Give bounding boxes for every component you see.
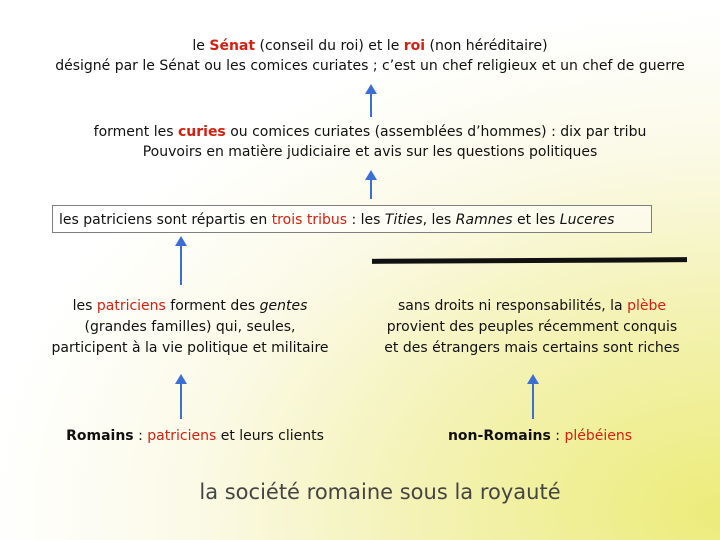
romains-label: Romains : patriciens et leurs clients bbox=[66, 428, 324, 444]
romains-term: Romains bbox=[66, 428, 134, 444]
patriciens-term: patriciens bbox=[147, 428, 217, 444]
senat-roi-block bbox=[20, 36, 720, 76]
trois-tribus-term: trois tribus bbox=[271, 212, 348, 228]
arrow-up-icon bbox=[173, 374, 189, 420]
curies-line: forment les curies ou comices curiates (assemblées d’hommes) : dix par tribu bbox=[93, 124, 647, 140]
gentes-role: participent à la vie politique et militaire bbox=[51, 340, 329, 356]
curies-term: curies bbox=[177, 124, 226, 140]
plebe-wealth: et des étrangers mais certains sont riches bbox=[384, 340, 680, 356]
gentes-term: gentes bbox=[259, 298, 308, 314]
gentes-description: (grandes familles) qui, seules, bbox=[84, 319, 296, 335]
arrow-up-icon bbox=[173, 236, 189, 286]
roi-description: désigné par le Sénat ou les comices curiates ; c’est un chef religieux et un chef de guerre bbox=[55, 58, 685, 74]
arrow-up-icon bbox=[363, 170, 379, 200]
tribes-box: les patriciens sont répartis en trois tribus : les Tities, les Ramnes et les Luceres bbox=[52, 205, 652, 233]
patriciens-term: patriciens bbox=[96, 298, 166, 314]
plebe-block bbox=[352, 296, 712, 359]
plebe-line: sans droits ni responsabilités, la plèbe bbox=[398, 298, 666, 314]
arrow-up-icon bbox=[525, 374, 541, 420]
plebe-origin: provient des peuples récemment conquis bbox=[386, 319, 678, 335]
plebe-term: plèbe bbox=[627, 298, 666, 314]
non-romains-label: non-Romains : plébéiens bbox=[447, 428, 633, 444]
arrow-up-icon bbox=[363, 84, 379, 118]
senat-roi-line: le Sénat (conseil du roi) et le roi (non héréditaire) bbox=[192, 38, 548, 54]
gentes-line: les patriciens forment des gentes bbox=[72, 298, 308, 314]
plebeiens-term: plébéiens bbox=[564, 428, 633, 444]
separator-line bbox=[372, 257, 687, 264]
luceres-term: Luceres bbox=[559, 212, 615, 228]
curies-powers: Pouvoirs en matière judiciaire et avis sur les questions politiques bbox=[142, 144, 598, 160]
gentes-block bbox=[0, 296, 380, 359]
non-romains-term: non-Romains bbox=[447, 428, 551, 444]
ramnes-term: Ramnes bbox=[455, 212, 513, 228]
roi-term: roi bbox=[403, 38, 426, 54]
tities-term: Tities bbox=[384, 212, 423, 228]
diagram-title: la société romaine sous la royauté bbox=[199, 480, 561, 504]
curies-block bbox=[20, 122, 720, 162]
senat-term: Sénat bbox=[209, 38, 256, 54]
